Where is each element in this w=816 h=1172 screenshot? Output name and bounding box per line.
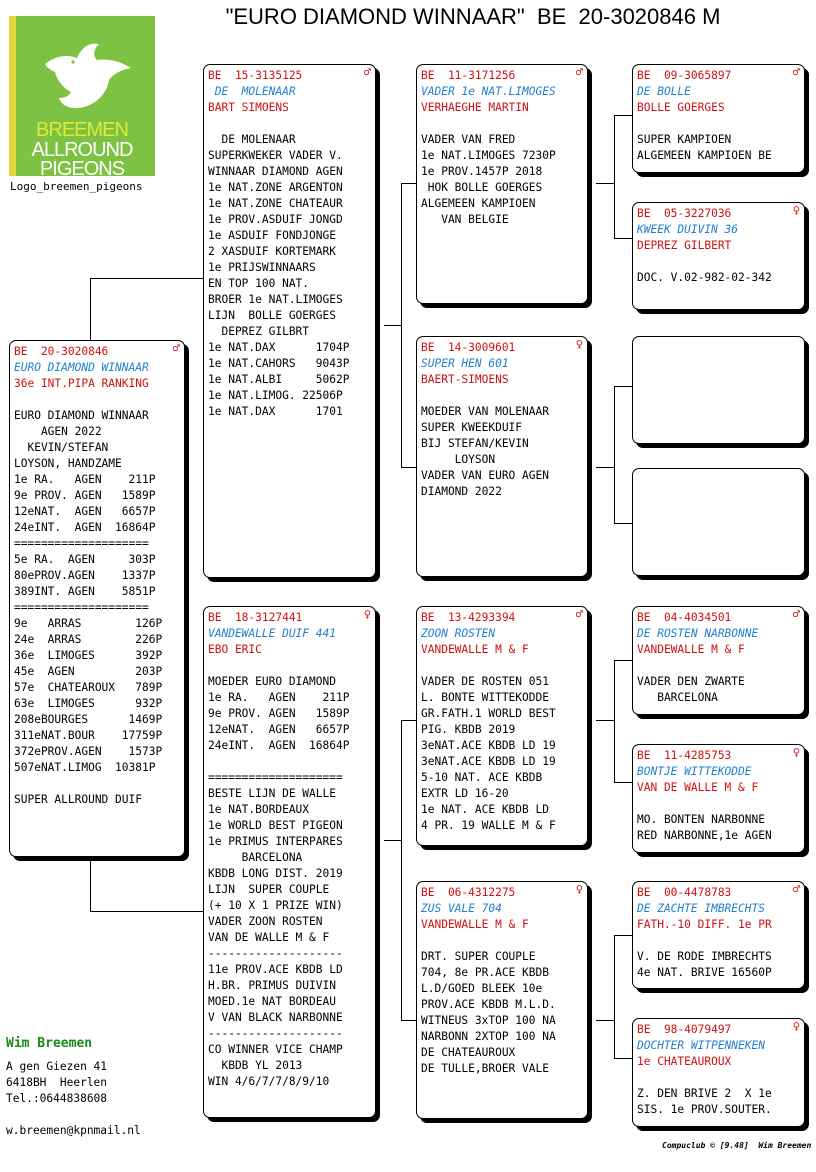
- pigeon-name: EURO DIAMOND WINNAAR: [14, 361, 149, 374]
- connector-line: [401, 183, 417, 184]
- notes-line: 311eNAT.BOUR 17759P: [14, 729, 163, 742]
- pigeon-owner: BART SIMOENS: [208, 101, 289, 114]
- notes-line: 372ePROV.AGEN 1573P: [14, 745, 163, 758]
- notes-line: 208eBOURGES 1469P: [14, 713, 163, 726]
- connector-line: [596, 183, 615, 184]
- ring-number: BE 00-4478783: [637, 886, 732, 899]
- notes-line: 12eNAT. AGEN 6657P: [208, 723, 350, 736]
- notes-line: 4e NAT. BRIVE 16560P: [637, 966, 772, 979]
- pigeon-name: DE BOLLE: [637, 85, 691, 98]
- pedigree-card-dam-sire[interactable]: [416, 606, 588, 846]
- notes-line: KEVIN/STEFAN: [14, 441, 109, 454]
- notes-line: 1e PRIJSWINNAARS: [208, 261, 316, 274]
- female-icon: ♀: [792, 1019, 800, 1033]
- connector-line: [401, 183, 402, 468]
- male-icon: ♂: [575, 607, 583, 621]
- pigeon-notes: [637, 270, 800, 286]
- connector-line: [614, 115, 615, 239]
- notes-line: 1e NAT.ALBI 5062P: [208, 373, 350, 386]
- notes-line: 1e ASDUIF FONDJONGE: [208, 229, 336, 242]
- pigeon-owner: EBO ERIC: [208, 643, 262, 656]
- ring-number: BE 14-3009601: [421, 341, 516, 354]
- pigeon-owner: 1e CHATEAUROUX: [637, 1055, 732, 1068]
- notes-line: 389INT. AGEN 5851P: [14, 585, 156, 598]
- notes-line: 3eNAT.ACE KBDB LD 19: [421, 755, 556, 768]
- pedigree-card-sire[interactable]: [203, 64, 376, 578]
- notes-line: VADER DEN ZWARTE: [637, 675, 745, 688]
- notes-line: GR.FATH.1 WORLD BEST: [421, 707, 556, 720]
- notes-line: WITNEUS 3xTOP 100 NA: [421, 1014, 556, 1027]
- pigeon-icon: [37, 34, 137, 114]
- notes-line: Z. DEN BRIVE 2 X 1e: [637, 1087, 772, 1100]
- pigeon-name: KWEEK DUIVIN 36: [637, 223, 739, 236]
- pigeon-owner: BAERT-SIMOENS: [421, 373, 509, 386]
- pigeon-notes: [208, 674, 371, 1090]
- connector-line: [596, 720, 615, 721]
- notes-line: V. DE RODE IMBRECHTS: [637, 950, 772, 963]
- notes-line: 63e LIMOGES 932P: [14, 697, 163, 710]
- pigeon-name: BONTJE WITTEKODDE: [637, 765, 752, 778]
- male-icon: ♂: [172, 341, 180, 355]
- notes-line: 1e NAT. ACE KBDB LD: [421, 803, 549, 816]
- notes-line: VADER VAN EURO AGEN: [421, 469, 549, 482]
- notes-line: (+ 10 X 1 PRIZE WIN): [208, 899, 343, 912]
- connector-line: [90, 278, 204, 279]
- connector-line: [614, 935, 615, 1059]
- notes-line: LOYSON, HANDZAME: [14, 457, 122, 470]
- ring-number: BE 05-3227036: [637, 207, 732, 220]
- notes-line: ====================: [14, 601, 149, 614]
- female-icon: ♀: [792, 203, 800, 217]
- notes-line: MOED.1e NAT BORDEAU: [208, 995, 336, 1008]
- notes-line: LOYSON: [421, 453, 496, 466]
- notes-line: PIG. KBDB 2019: [421, 723, 516, 736]
- notes-line: PROV.ACE KBDB M.L.D.: [421, 998, 556, 1011]
- notes-line: BESTE LIJN DE WALLE: [208, 787, 336, 800]
- pedigree-card-sire-sire-dam[interactable]: [632, 202, 805, 310]
- pigeon-name: ZOON ROSTEN: [421, 627, 496, 640]
- notes-line: DIAMOND 2022: [421, 485, 502, 498]
- notes-line: 9e PROV. AGEN 1589P: [14, 489, 156, 502]
- pigeon-notes: [421, 132, 583, 228]
- notes-line: 9e PROV. AGEN 1589P: [208, 707, 350, 720]
- notes-line: [208, 754, 371, 770]
- pigeon-name: DOCHTER WITPENNEKEN: [637, 1039, 765, 1052]
- notes-line: ALGEMEEN KAMPIOEN BE: [637, 149, 772, 162]
- connector-line: [384, 840, 402, 841]
- notes-line: 12eNAT. AGEN 6657P: [14, 505, 156, 518]
- notes-line: 45e AGEN 203P: [14, 665, 163, 678]
- connector-line: [614, 386, 632, 387]
- ring-number: BE 09-3065897: [637, 69, 732, 82]
- connector-line: [614, 238, 632, 239]
- breeder-city: 6418BH Heerlen: [6, 1076, 108, 1089]
- notes-line: BARCELONA: [208, 851, 303, 864]
- notes-line: SUPER KAMPIOEN: [637, 133, 732, 146]
- pedigree-card-sire-dam-dam[interactable]: [632, 468, 805, 576]
- notes-line: H.BR. PRIMUS DUIVIN: [208, 979, 336, 992]
- notes-line: MO. BONTEN NARBONNE: [637, 813, 765, 826]
- logo-text-pigeons: PIGEONS: [39, 158, 125, 176]
- notes-line: 1e NAT.DAX 1701: [208, 405, 343, 418]
- notes-line: BIJ STEFAN/KEVIN: [421, 437, 529, 450]
- pedigree-card-dam-dam[interactable]: [416, 881, 588, 1119]
- female-icon: ♀: [575, 337, 583, 351]
- logo-caption: Logo_breemen_pigeons: [10, 180, 143, 193]
- notes-line: 80ePROV.AGEN 1337P: [14, 569, 156, 582]
- ring-number: BE 20-3020846: [14, 345, 109, 358]
- notes-line: L. BONTE WITTEKODDE: [421, 691, 549, 704]
- notes-line: 1e RA. AGEN 211P: [14, 473, 156, 486]
- logo-text-allround: ALLROUND: [31, 139, 133, 161]
- connector-line: [401, 720, 402, 1021]
- connector-line: [90, 911, 204, 912]
- ring-number: [637, 472, 800, 488]
- connector-line: [401, 1020, 417, 1021]
- connector-line: [384, 325, 402, 326]
- ring-number: BE 98-4079497: [637, 1023, 732, 1036]
- logo-text-breemen: BREEMEN: [36, 119, 128, 141]
- notes-line: CO WINNER VICE CHAMP: [208, 1043, 343, 1056]
- pigeon-notes: [421, 674, 583, 834]
- pigeon-owner: 36e INT.PIPA RANKING: [14, 377, 149, 390]
- connector-line: [614, 115, 632, 116]
- ring-number: BE 18-3127441: [208, 611, 303, 624]
- notes-line: 57e CHATEAROUX 789P: [14, 681, 163, 694]
- notes-line: 1e NAT.BORDEAUX: [208, 803, 310, 816]
- notes-line: EXTR LD 16-20: [421, 787, 509, 800]
- notes-line: 5e RA. AGEN 303P: [14, 553, 156, 566]
- ring-number: BE 15-3135125: [208, 69, 303, 82]
- pigeon-owner: BOLLE GOERGES: [637, 101, 725, 114]
- notes-line: ALGEMEEN KAMPIOEN: [421, 197, 536, 210]
- ring-number: BE 04-4034501: [637, 611, 732, 624]
- pigeon-name: SUPER HEN 601: [421, 357, 509, 370]
- connector-line: [614, 660, 615, 783]
- notes-line: SUPER KWEEKDUIF: [421, 421, 523, 434]
- connector-line: [401, 720, 417, 721]
- notes-line: 24eINT. AGEN 16864P: [14, 521, 156, 534]
- notes-line: 1e PRIMUS INTERPARES: [208, 835, 343, 848]
- breemen-logo: [9, 16, 155, 176]
- notes-line: DE MOLENAAR: [208, 133, 296, 146]
- pigeon-name: VANDEWALLE DUIF 441: [208, 627, 336, 640]
- pigeon-owner: FATH.-10 DIFF. 1e PR: [637, 918, 772, 931]
- notes-line: SUPERKWEKER VADER V.: [208, 149, 343, 162]
- pedigree-card-subject[interactable]: [9, 340, 185, 857]
- pedigree-card-sire-dam-sire[interactable]: [632, 336, 805, 444]
- pigeon-notes: [637, 949, 800, 981]
- connector-line: [614, 523, 632, 524]
- pedigree-card-sire-sire-sire[interactable]: [632, 64, 805, 173]
- ring-number: BE 11-3171256: [421, 69, 516, 82]
- female-icon: ♀: [363, 607, 371, 621]
- pigeon-notes: [637, 1086, 800, 1118]
- connector-line: [614, 660, 632, 661]
- pedigree-card-dam-sire-dam[interactable]: [632, 744, 805, 853]
- connector-line: [596, 1020, 615, 1021]
- pigeon-owner: VAN DE WALLE M & F: [637, 781, 759, 794]
- pigeon-owner: VANDEWALLE M & F: [421, 918, 529, 931]
- notes-line: MOEDER VAN MOLENAAR: [421, 405, 549, 418]
- notes-line: 5-10 NAT. ACE KBDB: [421, 771, 543, 784]
- notes-line: BROER 1e NAT.LIMOGES: [208, 293, 343, 306]
- notes-line: HOK BOLLE GOERGES: [421, 181, 543, 194]
- notes-line: 1e NAT.CAHORS 9043P: [208, 357, 350, 370]
- pigeon-name: ZUS VALE 704: [421, 902, 502, 915]
- notes-line: KBDB YL 2013: [208, 1059, 303, 1072]
- page-title: "EURO DIAMOND WINNAAR" BE 20-3020846 M: [225, 4, 721, 29]
- notes-line: VADER ZOON ROSTEN: [208, 915, 323, 928]
- notes-line: AGEN 2022: [14, 425, 102, 438]
- notes-line: VAN BELGIE: [421, 213, 509, 226]
- notes-line: 2 XASDUIF KORTEMARK: [208, 245, 336, 258]
- connector-line: [614, 935, 632, 936]
- pedigree-card-sire-dam[interactable]: [416, 336, 588, 577]
- male-icon: ♂: [792, 65, 800, 79]
- pigeon-name: DE MOLENAAR: [208, 85, 296, 98]
- pedigree-card-dam-dam-dam[interactable]: [632, 1018, 805, 1127]
- notes-line: EN TOP 100 NAT.: [208, 277, 310, 290]
- notes-line: 1e WORLD BEST PIGEON: [208, 819, 343, 832]
- notes-line: KBDB LONG DIST. 2019: [208, 867, 343, 880]
- notes-line: 1e RA. AGEN 211P: [208, 691, 350, 704]
- pigeon-notes: [421, 404, 583, 500]
- notes-line: RED NARBONNE,1e AGEN: [637, 829, 772, 842]
- notes-line: ====================: [14, 537, 149, 550]
- pigeon-notes: [637, 132, 800, 164]
- connector-line: [614, 782, 632, 783]
- notes-line: WIN 4/6/7/7/8/9/10: [208, 1075, 330, 1088]
- pigeon-name: VADER 1e NAT.LIMOGES: [421, 85, 556, 98]
- pigeon-name: DE ZACHTE IMBRECHTS: [637, 902, 765, 915]
- pigeon-name: DE ROSTEN NARBONNE: [637, 627, 759, 640]
- notes-line: 1e NAT.ZONE ARGENTON: [208, 181, 343, 194]
- connector-line: [614, 386, 615, 524]
- pigeon-notes: [637, 674, 800, 706]
- notes-line: LIJN SUPER COUPLE: [208, 883, 330, 896]
- notes-line: NARBONN 2XTOP 100 NA: [421, 1030, 556, 1043]
- female-icon: ♀: [575, 882, 583, 896]
- connector-line: [90, 857, 91, 912]
- notes-line: 1e PROV.1457P 2018: [421, 165, 543, 178]
- connector-line: [90, 278, 91, 340]
- male-icon: ♂: [363, 65, 371, 79]
- pedigree-card-dam-dam-sire[interactable]: [632, 881, 805, 989]
- notes-line: DRT. SUPER COUPLE: [421, 950, 536, 963]
- pigeon-notes: [421, 949, 583, 1077]
- male-icon: ♂: [575, 65, 583, 79]
- notes-line: 1e PROV.ASDUIF JONGD: [208, 213, 343, 226]
- breeder-email[interactable]: w.breemen@kpnmail.nl: [6, 1124, 141, 1137]
- notes-line: VADER VAN FRED: [421, 133, 516, 146]
- ring-number: [637, 340, 800, 356]
- notes-line: VAN DE WALLE M & F: [208, 931, 330, 944]
- breeder-phone: Tel.:0644838608: [6, 1092, 108, 1105]
- notes-line: V VAN BLACK NARBONNE: [208, 1011, 343, 1024]
- connector-line: [401, 467, 417, 468]
- breeder-name: Wim Breemen: [6, 1036, 93, 1051]
- pigeon-owner: VANDEWALLE M & F: [637, 643, 745, 656]
- notes-line: 24eINT. AGEN 16864P: [208, 739, 350, 752]
- notes-line: BARCELONA: [637, 691, 718, 704]
- pigeon-owner: VANDEWALLE M & F: [421, 643, 529, 656]
- pedigree-card-sire-sire[interactable]: [416, 64, 588, 304]
- notes-line: EURO DIAMOND WINNAAR: [14, 409, 149, 422]
- notes-line: SUPER ALLROUND DUIF: [14, 793, 142, 806]
- notes-line: DOC. V.02-982-02-342: [637, 271, 772, 284]
- connector-line: [614, 1058, 632, 1059]
- notes-line: ====================: [208, 771, 343, 784]
- pedigree-card-dam-sire-sire[interactable]: [632, 606, 805, 715]
- notes-line: 1e NAT.LIMOGES 7230P: [421, 149, 556, 162]
- breeder-street: A gen Giezen 41: [6, 1060, 108, 1073]
- pigeon-notes: [14, 408, 180, 808]
- pigeon-notes: [208, 132, 371, 420]
- notes-line: WINNAAR DIAMOND AGEN: [208, 165, 343, 178]
- ring-number: BE 06-4312275: [421, 886, 516, 899]
- notes-line: LIJN BOLLE GOERGES: [208, 309, 336, 322]
- notes-line: 3eNAT.ACE KBDB LD 19: [421, 739, 556, 752]
- notes-line: VADER DE ROSTEN 051: [421, 675, 549, 688]
- notes-line: 1e NAT.ZONE CHATEAUR: [208, 197, 343, 210]
- notes-line: 9e ARRAS 126P: [14, 617, 163, 630]
- notes-line: 4 PR. 19 WALLE M & F: [421, 819, 556, 832]
- notes-line: 507eNAT.LIMOG 10381P: [14, 761, 156, 774]
- pigeon-owner: VERHAEGHE MARTIN: [421, 101, 529, 114]
- notes-line: MOEDER EURO DIAMOND: [208, 675, 336, 688]
- notes-line: 1e NAT.LIMOG. 22506P: [208, 389, 343, 402]
- ring-number: BE 13-4293394: [421, 611, 516, 624]
- notes-line: 11e PROV.ACE KBDB LD: [208, 963, 343, 976]
- notes-line: [14, 776, 180, 792]
- notes-line: --------------------: [208, 947, 343, 960]
- notes-line: DE CHATEAUROUX: [421, 1046, 516, 1059]
- ring-number: BE 11-4285753: [637, 749, 732, 762]
- notes-line: L.D/GOED BLEEK 10e: [421, 982, 543, 995]
- software-credit: Compuclub © [9.48] Wim Breemen: [662, 1141, 812, 1150]
- notes-line: DE TULLE,BROER VALE: [421, 1062, 549, 1075]
- male-icon: ♂: [792, 607, 800, 621]
- notes-line: 24e ARRAS 226P: [14, 633, 163, 646]
- connector-line: [596, 467, 615, 468]
- pigeon-owner: DEPREZ GILBERT: [637, 239, 732, 252]
- notes-line: --------------------: [208, 1027, 343, 1040]
- notes-line: 1e NAT.DAX 1704P: [208, 341, 350, 354]
- notes-line: SIS. 1e PROV.SOUTER.: [637, 1103, 772, 1116]
- notes-line: 36e LIMOGES 392P: [14, 649, 163, 662]
- female-icon: ♀: [792, 745, 800, 759]
- notes-line: DEPREZ GILBRT: [208, 325, 310, 338]
- notes-line: 704, 8e PR.ACE KBDB: [421, 966, 549, 979]
- male-icon: ♂: [792, 882, 800, 896]
- pigeon-notes: [637, 812, 800, 844]
- pedigree-card-dam[interactable]: [203, 606, 376, 1118]
